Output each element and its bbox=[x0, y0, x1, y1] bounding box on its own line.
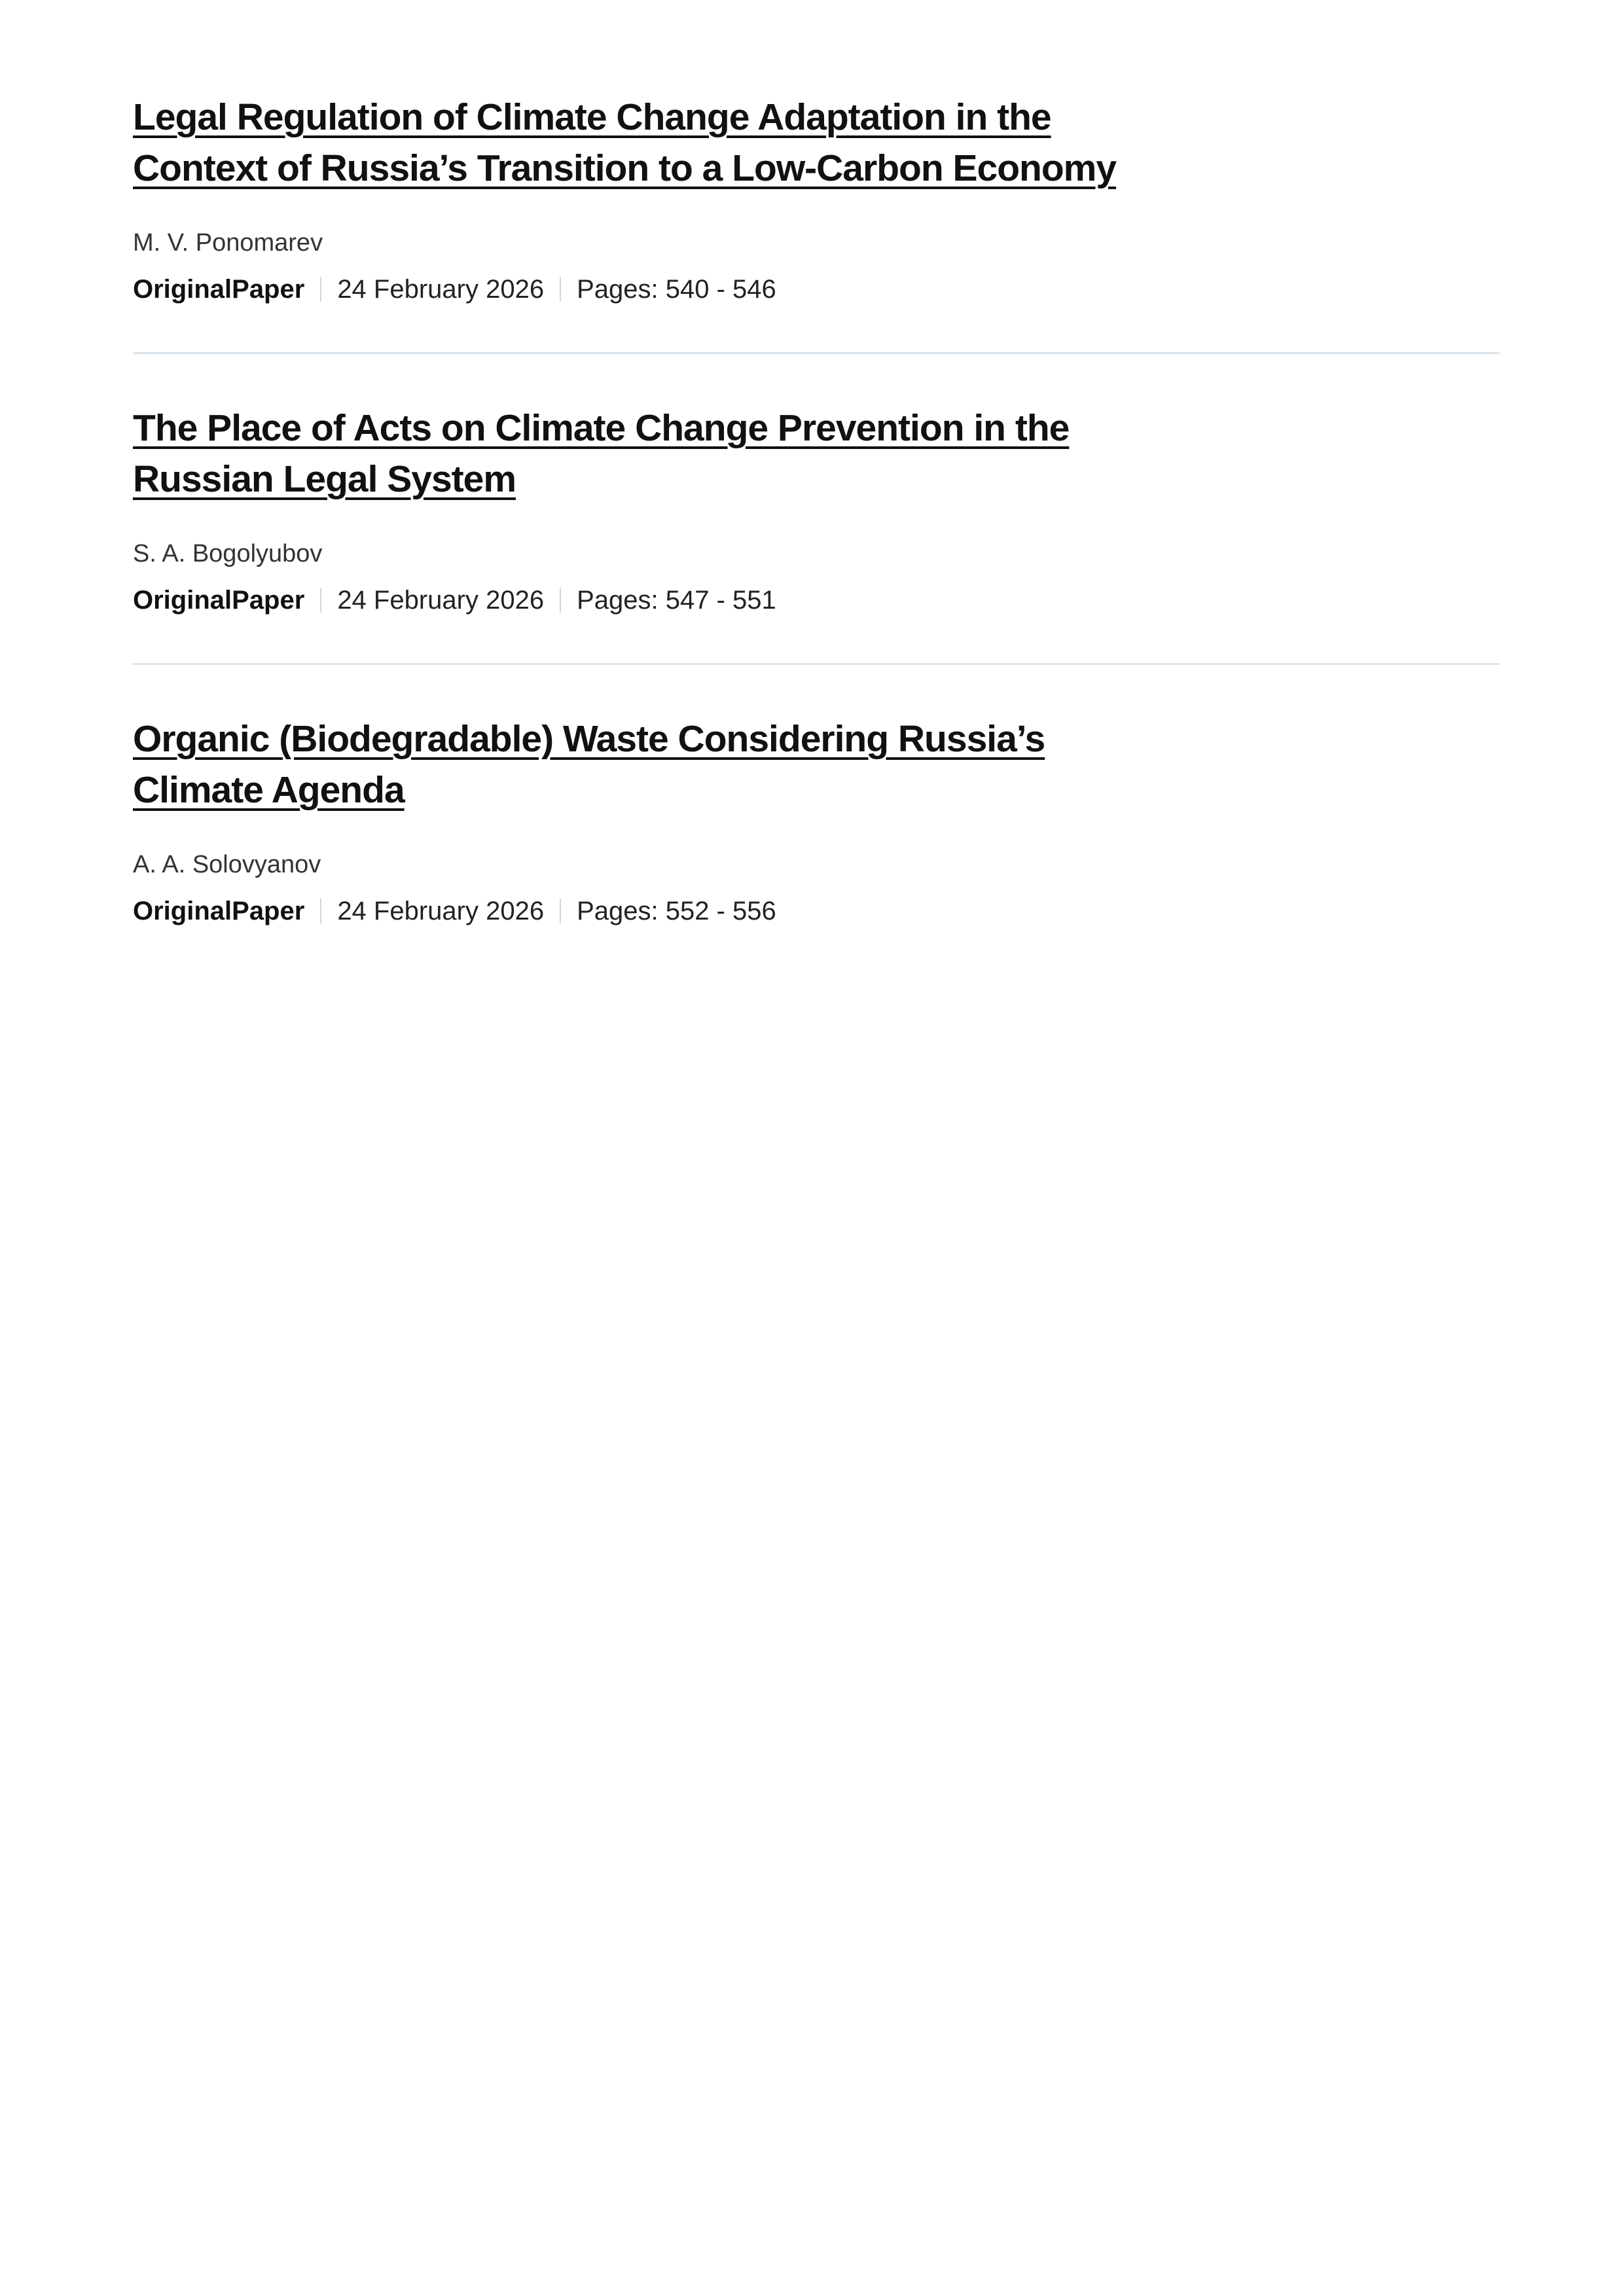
article-type: OriginalPaper bbox=[133, 897, 305, 925]
article-date: 24 February 2026 bbox=[337, 897, 545, 925]
article-meta bbox=[133, 894, 1500, 928]
article-pages: Pages: 547 - 551 bbox=[577, 586, 776, 615]
article-item bbox=[133, 713, 1500, 928]
article-type: OriginalPaper bbox=[133, 275, 305, 304]
meta-divider bbox=[560, 899, 561, 924]
article-item bbox=[133, 403, 1500, 665]
article-meta bbox=[133, 272, 1500, 306]
article-item bbox=[133, 92, 1500, 354]
article-title-link[interactable]: Legal Regulation of Climate Change Adaptation in the Context of Russia’s Transition to a Low-Carbon Economy bbox=[133, 96, 1117, 189]
article-date: 24 February 2026 bbox=[337, 275, 545, 304]
meta-divider bbox=[560, 588, 561, 613]
article-pages: Pages: 540 - 546 bbox=[577, 275, 776, 304]
meta-divider bbox=[320, 277, 321, 302]
meta-divider bbox=[560, 277, 561, 302]
article-list bbox=[133, 92, 1500, 928]
article-meta bbox=[133, 583, 1500, 617]
article-title-link[interactable]: The Place of Acts on Climate Change Prevention in the Russian Legal System bbox=[133, 407, 1070, 500]
meta-divider bbox=[320, 588, 321, 613]
article-type: OriginalPaper bbox=[133, 586, 305, 615]
article-authors: A. A. Solovyanov bbox=[133, 851, 321, 878]
article-authors: M. V. Ponomarev bbox=[133, 229, 323, 257]
article-title-link[interactable]: Organic (Biodegradable) Waste Considering Russia’s Climate Agenda bbox=[133, 718, 1045, 811]
article-date: 24 February 2026 bbox=[337, 586, 545, 615]
meta-divider bbox=[320, 899, 321, 924]
article-authors: S. A. Bogolyubov bbox=[133, 540, 323, 567]
article-pages: Pages: 552 - 556 bbox=[577, 897, 776, 925]
